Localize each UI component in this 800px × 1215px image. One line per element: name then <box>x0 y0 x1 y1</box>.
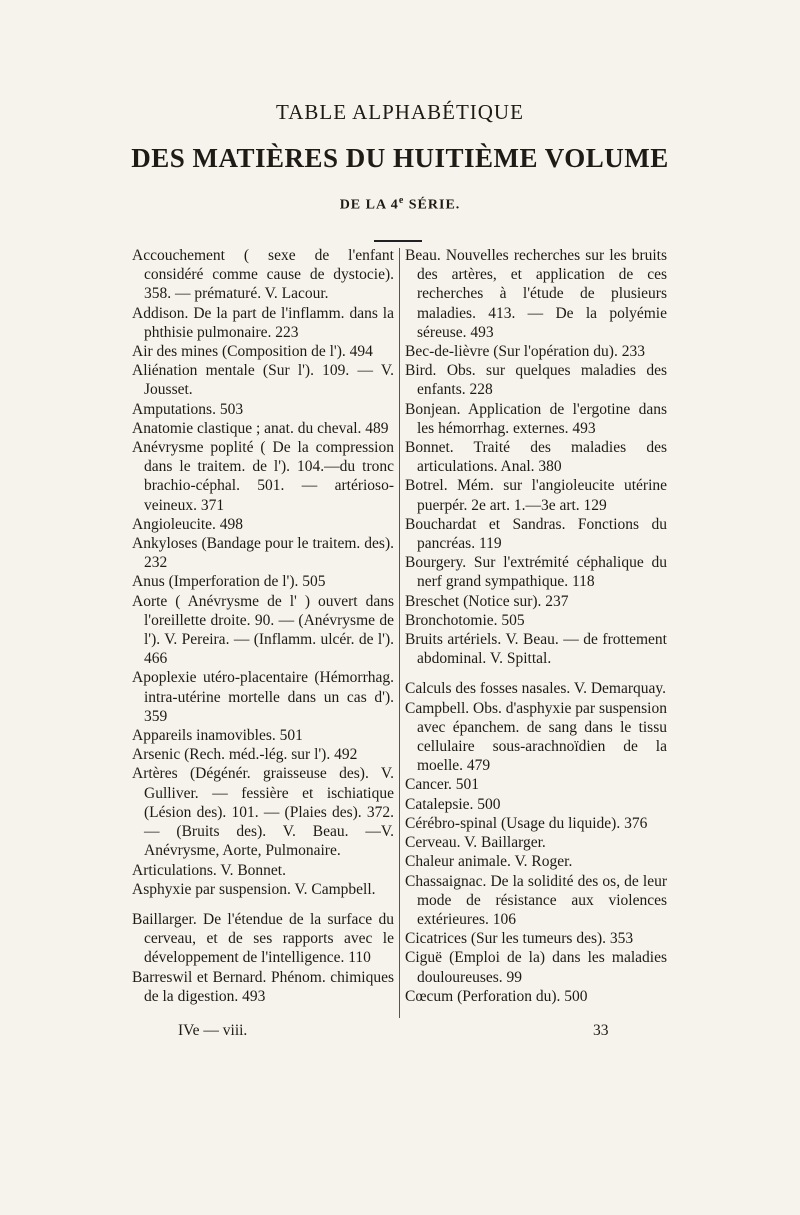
title-divider <box>374 240 422 242</box>
index-entry: Accouchement ( sexe de l'enfant considéré comme cause de dystocie). 358. — prématuré. V. Lacour. <box>132 247 394 303</box>
index-entry: Angioleucite. 498 <box>132 515 244 533</box>
index-entry: Arsenic (Rech. méd.-lég. sur l'). 492 <box>132 746 358 764</box>
series-subtitle <box>0 195 800 214</box>
index-entry: Bonjean. Application de l'ergotine dans les hémorrhag. externes. 493 <box>405 400 667 437</box>
index-entry: Addison. De la part de l'inflamm. dans la phthisie pulmonaire. 223 <box>132 304 394 341</box>
index-entry: Cœcum (Perforation du). 500 <box>405 987 588 1005</box>
index-entry: Apoplexie utéro-placentaire (Hémorrhag. intra-utérine mortelle dans un cas d'). 359 <box>132 669 394 725</box>
index-entry: Baillarger. De l'étendue de la surface du cerveau, et de ses rapports avec le développement de l'intelligence. 110 <box>132 910 394 967</box>
index-column-left <box>132 246 394 1006</box>
index-entry: Bec-de-lièvre (Sur l'opération du). 233 <box>405 343 645 361</box>
series-subtitle-post: SÉRIE. <box>404 197 461 213</box>
volume-title: DES MATIÈRES DU HUITIÈME VOLUME <box>131 143 669 173</box>
index-entry: Chassaignac. De la solidité des os, de leur mode de résistance aux violences extérieures. 106 <box>405 872 667 928</box>
index-entry: Aorte ( Anévrysme de l' ) ouvert dans l'oreillette droite. 90. — (Anévrysme de l'). V. Pereira. — (Inflamm. ulcér. de l'). 466 <box>132 592 394 668</box>
index-entry: Asphyxie par suspension. V. Campbell. <box>132 880 376 898</box>
index-entry: Barreswil et Bernard. Phénom. chimiques de la digestion. 493 <box>132 968 394 1005</box>
index-entry: Calculs des fosses nasales. V. Demarquay. <box>405 680 667 698</box>
index-entry: Bruits artériels. V. Beau. — de frottement abdominal. V. Spittal. <box>405 631 667 668</box>
table-title: TABLE ALPHABÉTIQUE <box>276 100 524 124</box>
index-entry: Cancer. 501 <box>405 776 480 794</box>
index-entry: Botrel. Mém. sur l'angioleucite utérine puerpér. 2e art. 1.—3e art. 129 <box>405 477 667 514</box>
index-column-right <box>405 246 667 1006</box>
index-entry: Air des mines (Composition de l'). 494 <box>132 343 373 361</box>
index-entry: Campbell. Obs. d'asphyxie par suspension avec épanchem. de sang dans le tissu cellulaire sous-arachnoïdien de la moelle. 479 <box>405 699 667 775</box>
index-entry: Anatomie clastique ; anat. du cheval. 489 <box>132 419 389 437</box>
index-entry: Chaleur animale. V. Roger. <box>405 853 573 871</box>
index-entry: Bird. Obs. sur quelques maladies des enfants. 228 <box>405 362 667 399</box>
index-entry: Bourgery. Sur l'extrémité céphalique du nerf grand sympathique. 118 <box>405 554 667 591</box>
index-entry: Ankyloses (Bandage pour le traitem. des). 232 <box>132 535 394 572</box>
page-footer <box>0 1022 800 1046</box>
page-number: 33 <box>593 1022 609 1039</box>
index-entry: Amputations. 503 <box>132 400 244 418</box>
index-entry: Bonnet. Traité des maladies des articulations. Anal. 380 <box>405 439 667 476</box>
index-entry: Beau. Nouvelles recherches sur les bruits des artères, et application de ces recherches à l'étude de plusieurs maladies. 413. — De la polyémie séreuse. 493 <box>405 247 667 341</box>
index-entry: Artères (Dégénér. graisseuse des). V. Gulliver. — fessière et ischiatique (Lésion des). 101. — (Plaies des). 372. — (Bruits des). V. Beau. —V. Anévrysme, Aorte, Pulmonaire. <box>132 765 394 860</box>
index-entry: Cicatrices (Sur les tumeurs des). 353 <box>405 930 634 948</box>
index-entry: Cerveau. V. Baillarger. <box>405 834 546 852</box>
index-entry: Ciguë (Emploi de la) dans les maladies douloureuses. 99 <box>405 949 667 986</box>
column-divider <box>399 248 400 1018</box>
series-subtitle-sup: e <box>398 195 405 206</box>
index-entry: Articulations. V. Bonnet. <box>132 861 286 879</box>
index-entry: Anévrysme poplité ( De la compression dans le traitem. de l'). 104.—du tronc brachio-céphal. 501. — artérioso-veineux. 371 <box>132 439 394 514</box>
index-entry: Aliénation mentale (Sur l'). 109. — V. Jousset. <box>132 362 394 399</box>
signature-mark: IVe — viii. <box>178 1022 248 1039</box>
index-entry: Anus (Imperforation de l'). 505 <box>132 573 326 591</box>
index-entry: Cérébro-spinal (Usage du liquide). 376 <box>405 814 648 832</box>
index-entry: Bronchotomie. 505 <box>405 611 525 629</box>
index-entry: Bouchardat et Sandras. Fonctions du pancréas. 119 <box>405 515 667 553</box>
series-subtitle-pre: DE LA 4 <box>339 197 399 213</box>
index-entry: Breschet (Notice sur). 237 <box>405 592 569 610</box>
index-entry: Catalepsie. 500 <box>405 795 501 813</box>
index-entry: Appareils inamovibles. 501 <box>132 727 303 745</box>
